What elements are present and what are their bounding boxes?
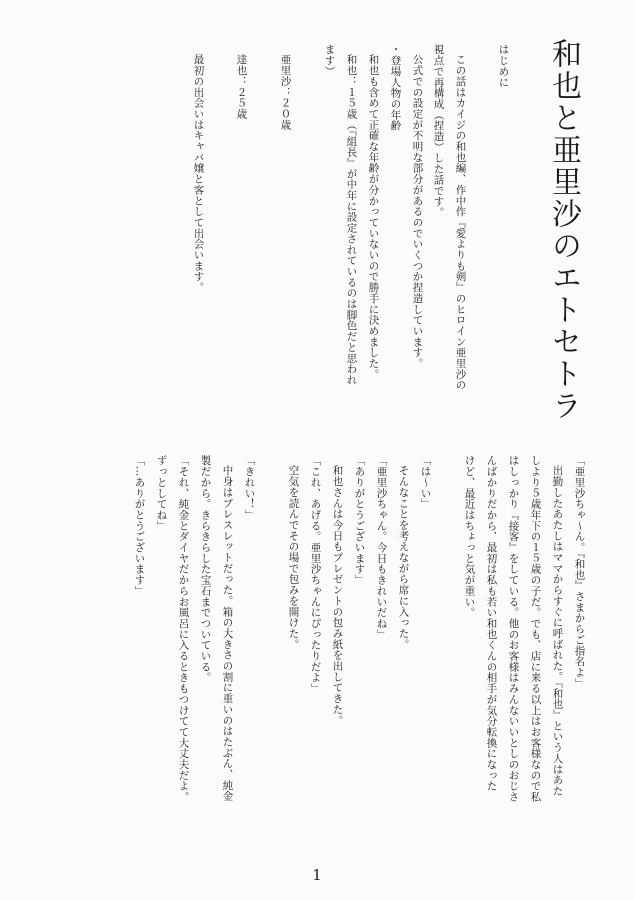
story-line: ずっとしてね」 [155,455,168,531]
intro-heading: はじめに [497,44,510,88]
story-line: 「ありがとうございます」 [353,455,366,586]
story-line: 製だから。きらきらした宝石までついている。 [199,455,212,683]
intro-line: 公式での設定が不明な部分があるのでいくつか捏造しています。 [411,54,424,369]
story-line: 和也さんは今日もプレゼントの包み紙を出してきた。 [331,465,344,726]
story-line: 「は〜い」 [419,455,432,510]
story-line: 「亜里沙ちゃ〜ん。『和也』さまからご指名よ」 [573,455,586,689]
intro-line: 視点で再構成（捏造）した話です。 [432,44,445,218]
intro-line: 最初の出会いはキャバ嬢と客として出会います。 [192,54,205,293]
intro-line: 和也：１５歳（『組長』が中年に設定されているのは脚色だと思われ [345,54,358,386]
story-line: 空気を読んでその場で包みを開けた。 [287,465,300,650]
story-line: けど、最近はちょっと気が重い。 [463,455,476,618]
page-title: 和也と亜里沙のエトセトラ [546,38,581,422]
page-number: 1 [312,866,322,884]
intro-line: ます） [323,44,336,77]
story-line: んばかりだから、最初は私も若い和也くんの相手が気分転換になった [485,455,498,792]
story-line: 「これ、あげる。亜里沙ちゃんにぴったりだよ」 [309,455,322,694]
story-line: しより５歳年下の１５歳の子だ。でも、店に来る以上はお客様なので私 [529,455,542,803]
intro-line: ・登場人物の年齢 [389,44,402,131]
story-line: 中身はブレスレットだった。箱の大きさの割に重いのはたぶん、純金 [221,465,234,802]
intro-line: 和也も含めて正確な年齢が分かっていないので勝手に決めました。 [367,54,380,380]
story-line: 「きれい！」 [243,455,256,521]
story-line: はしっかり『接客』をしている。他のお客様はみんないいとしのおじさ [507,455,520,803]
story-line: 「それ、純金とダイヤだからお風呂に入るときもつけてて大丈夫だよ。 [177,455,190,803]
story-line: 「…ありがとうございます」 [133,455,146,597]
intro-line: この話はカイジの和也編、作中作『愛よりも剣』のヒロイン亜里沙の [454,54,467,391]
intro-line: 達也：２５歳 [235,54,248,120]
story-line: 出勤したあたしはママからすぐに呼ばれた。『和也』という人はあた [551,465,564,797]
story-line: そんなことを考えながら席に入った。 [397,465,410,650]
intro-line: 亜里沙：２０歳 [279,54,292,130]
story-line: 「亜里沙ちゃん。今日もきれいだね」 [375,455,388,640]
